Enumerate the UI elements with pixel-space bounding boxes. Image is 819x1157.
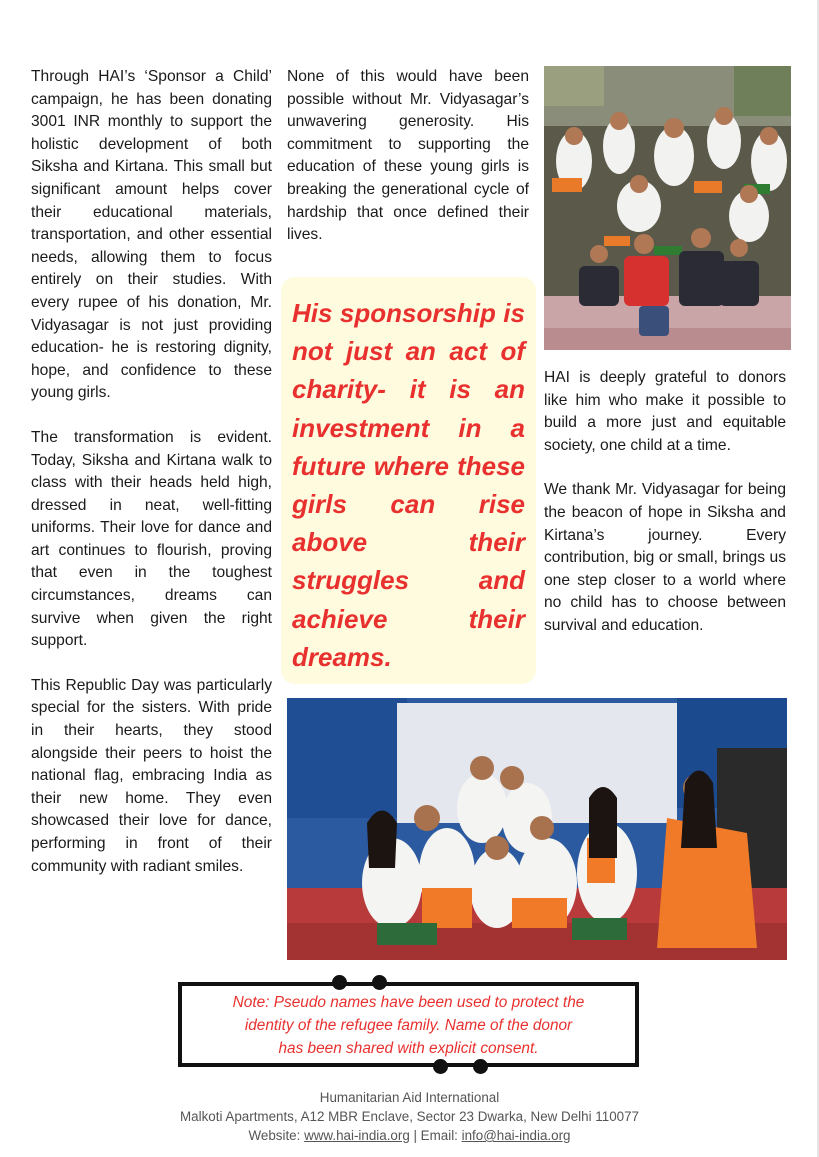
email-link[interactable]: info@hai-india.org <box>461 1128 571 1143</box>
paragraph-gratitude: HAI is deeply grateful to donors like him who make it possible to build a more just and equitable society, one child at a time. <box>544 369 786 454</box>
frame-dot-top-left <box>332 975 347 990</box>
pull-quote-box <box>281 277 536 684</box>
email-label: | Email: <box>409 1128 462 1143</box>
privacy-note-line-3: has been shared with explicit consent. <box>278 1040 539 1057</box>
photo-girls-in-dresses <box>287 698 787 960</box>
paragraph-thanks: We thank Mr. Vidyasagar for being the beacon of hope in Siksha and Kirtana’s journey. Every contribution, big or small, brings us one step closer to a world where no child has to choose between survival and education. <box>544 481 786 634</box>
footer-contact <box>0 1128 819 1143</box>
website-link[interactable]: www.hai-india.org <box>304 1128 410 1143</box>
paragraph-republic-day: This Republic Day was particularly special for the sisters. With pride in their hearts, they stood alongside their peers to hoist the national flag, embracing India as their new home. They even showcased their love for dance, performing in front of their community with radiant smiles. <box>31 676 272 875</box>
footer-org-name: Humanitarian Aid International <box>319 1090 500 1105</box>
pull-quote-text: His sponsorship is not just an act of charity- it is an investment in a future where these girls can rise above their struggles and achieve their dreams. <box>292 298 525 672</box>
article-column-right <box>544 367 786 638</box>
article-column-middle <box>287 66 529 247</box>
paragraph-transformation: The transformation is evident. Today, Siksha and Kirtana walk to class with their heads held high, dressed in neat, well-fitting uniforms. Their love for dance and art continues to flourish, proving that even in the toughest circumstances, dreams can survive when given the right support. <box>31 428 272 650</box>
privacy-note <box>200 991 617 1060</box>
paragraph-sponsorship: Through HAI’s ‘Sponsor a Child’ campaign, he has been donating 3001 INR monthly to support the holistic development of both Siksha and Kirtana. This small but significant amount helps cover their educational materials, transportation, and other essential needs, allowing them to focus entirely on their studies. With every rupee of his donation, Mr. Vidyasagar is not just providing education- he is restoring dignity, hope, and confidence to these young girls. <box>31 68 272 402</box>
footer-address: Malkoti Apartments, A12 MBR Enclave, Sector 23 Dwarka, New Delhi 110077 <box>180 1109 639 1124</box>
privacy-note-line-1: Note: Pseudo names have been used to protect the <box>232 994 585 1011</box>
website-label: Website: <box>248 1128 305 1143</box>
article-column-left <box>31 66 272 878</box>
frame-dot-top-right <box>372 975 387 990</box>
frame-dot-bottom-left <box>433 1059 448 1074</box>
paragraph-generosity: None of this would have been possible without Mr. Vidyasagar’s unwavering generosity. His commitment to supporting the education of these young girls is breaking the generational cycle of hardship that once defined their lives. <box>287 68 529 244</box>
photo-children-celebration <box>544 66 791 350</box>
frame-dot-bottom-right <box>473 1059 488 1074</box>
privacy-note-line-2: identity of the refugee family. Name of the donor <box>244 1017 573 1034</box>
